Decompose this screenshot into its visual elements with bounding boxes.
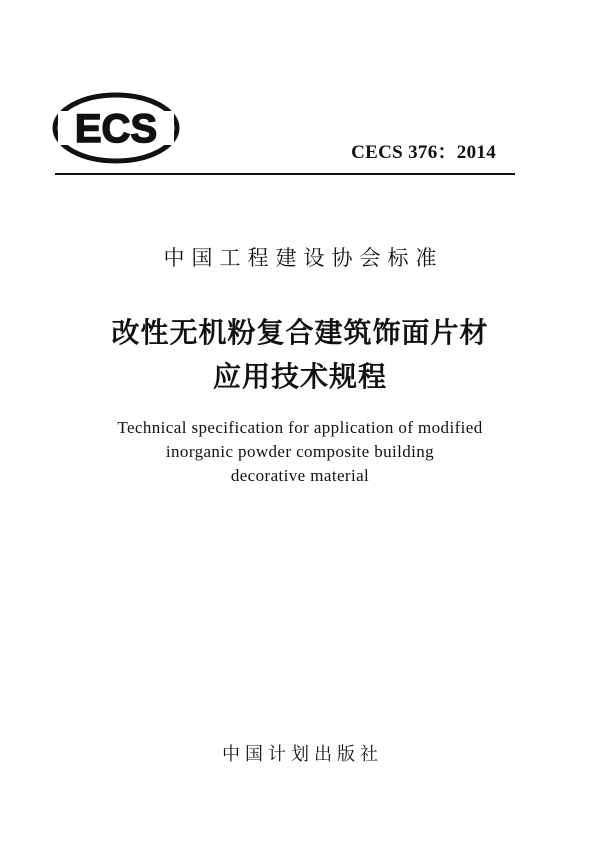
ecs-logo — [52, 92, 180, 164]
document-title-chinese — [0, 311, 600, 399]
title-zh-line-2: 应用技术规程 — [212, 360, 387, 393]
association-name: 中国工程建设协会标准 — [163, 246, 444, 270]
logo-text: ECS — [74, 107, 158, 151]
title-zh-line-1: 改性无机粉复合建筑饰面片材 — [111, 316, 489, 349]
ecs-logo-mark — [52, 92, 180, 164]
standard-code: CECS 376：2014 — [351, 142, 496, 163]
header-divider — [55, 173, 515, 175]
title-en-line-1: Technical specification for application of modified — [117, 418, 483, 437]
document-title-english — [0, 416, 600, 488]
title-en-line-2: inorganic powder composite building — [165, 442, 435, 461]
title-en-line-3: decorative material — [230, 466, 370, 485]
publisher-name: 中国计划出版社 — [222, 744, 383, 765]
